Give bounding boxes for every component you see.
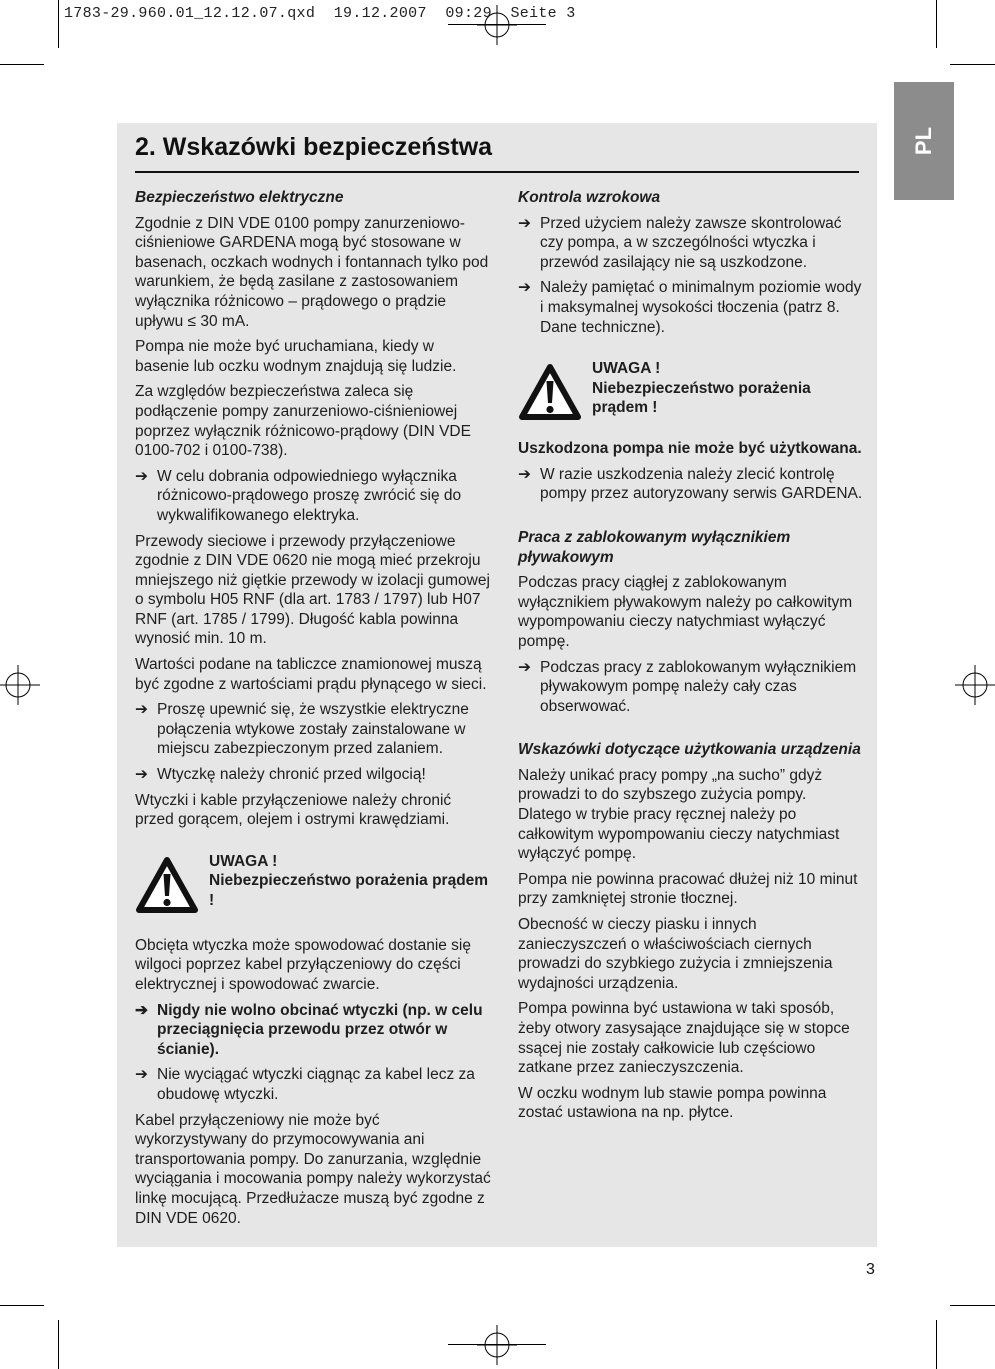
title-divider <box>135 171 859 173</box>
arrow-icon: ➔ <box>135 1001 148 1019</box>
warning-message: Niebezpieczeństwo porażenia prądem ! <box>592 379 811 417</box>
crop-mark <box>0 1305 44 1306</box>
language-code: PL <box>911 126 936 156</box>
paragraph: Zgodnie z DIN VDE 0100 pompy zanurzeniowo-ciśnieniowe GARDENA mogą być stosowane w basenach, oczkach wodnych i fontannach tylko pod warunkiem, że będą zasilane z zastosowaniem wyłącznika różnicowo – prądowego o prądzie upływu ≤ 30 mA. <box>135 214 489 330</box>
paragraph: Podczas pracy ciągłej z zablokowanym wyłącznikiem pływakowym należy po całkowitym wypompowaniu cieczy natychmiast wyłączyć pompę. <box>518 574 853 650</box>
bullet-item <box>135 1065 491 1104</box>
print-slug: 1783-29.960.01_12.12.07.qxd 19.12.2007 09:29 Seite 3 <box>64 5 576 22</box>
crop-mark <box>58 0 59 48</box>
bullet-item <box>518 214 863 273</box>
bullet-text: W razie uszkodzenia należy zlecić kontrolę pompy przez autoryzowany serwis GARDENA. <box>540 465 863 503</box>
bullet-text: Wtyczkę należy chronić przed wilgocią! <box>157 766 426 784</box>
bullet-text: Przed użyciem należy zawsze skontrolować czy pompa, a w szczególności wtyczka i przewód zasilający nie są uszkodzone. <box>540 214 842 271</box>
arrow-icon: ➔ <box>135 701 148 719</box>
crop-mark <box>936 1320 937 1369</box>
section-title: 2. Wskazówki bezpieczeństwa <box>135 133 493 161</box>
paragraph: Obcięta wtyczka może spowodować dostanie się wilgoci poprzez kabel przyłączeniowy do części elektrycznej i spowodować zwarcie. <box>135 936 471 993</box>
bullet-item <box>518 658 863 717</box>
paragraph: Pompa powinna być ustawiona w taki sposób, żeby otwory zasysające znajdujące się w stopce ssącej nie zostały całkowicie lub częściowo zatkane przez zanieczyszczenia. <box>518 1000 850 1077</box>
warning-box <box>135 852 491 914</box>
bullet-item <box>135 765 491 785</box>
paragraph: Pompa nie powinna pracować dłużej niż 10 minut przy zamkniętej stronie tłocznej. <box>518 870 858 908</box>
language-tab <box>894 82 954 200</box>
paragraph: W oczku wodnym lub stawie pompa powinna zostać ustawiona na np. płytce. <box>518 1084 827 1122</box>
bullet-text: Nie wyciągać wtyczki ciągnąc za kabel lecz za obudowę wtyczki. <box>157 1066 475 1103</box>
paragraph: Należy unikać pracy pompy „na sucho” gdyż prowadzi to do szybszego zużycia pompy. Dlatego w trybie pracy ręcznej należy po całkowitym wypompowaniu cieczy natychmiast wyłączyć pompę. <box>518 766 840 863</box>
paragraph: Obecność w cieczy piasku i innych zanieczyszczeń o właściwościach ciernych prowadzi do szybkiego zużycia i zmniejszenia wydajności urządzenia. <box>518 916 833 992</box>
crop-mark <box>936 0 937 48</box>
arrow-icon: ➔ <box>135 766 148 784</box>
warning-label: UWAGA ! <box>209 852 278 870</box>
paragraph: Za względów bezpieczeństwa zaleca się podłączenie pompy zanurzeniowo-ciśnieniowej poprzez wyłącznik różnicowo-prądowy (DIN VDE 0100-702 i 0100-738). <box>135 383 471 460</box>
crop-mark <box>0 64 44 65</box>
bullet-text: Podczas pracy z zablokowanym wyłącznikiem pływakowym pompę należy cały czas obserwować. <box>540 658 857 715</box>
registration-mark-icon <box>477 1325 517 1365</box>
warning-text <box>209 852 491 911</box>
crop-mark <box>58 1320 59 1369</box>
subheading: Bezpieczeństwo elektryczne <box>135 189 344 206</box>
warning-label: UWAGA ! <box>592 360 661 378</box>
bullet-item <box>518 278 863 337</box>
paragraph: Wtyczki i kable przyłączeniowe należy chronić przed gorącem, olejem i ostrymi krawędziami. <box>135 791 452 829</box>
right-column <box>518 188 863 1129</box>
bullet-item <box>518 465 863 504</box>
warning-message: Niebezpieczeństwo porażenia prądem ! <box>209 872 489 909</box>
paragraph: Przewody sieciowe i przewody przyłączeniowe zgodnie z DIN VDE 0620 nie mogą mieć przekroju mniejszego niż giętkie przewody w izolacji gumowej o symbolu H05 RNF (dla art. 1783 / 1797) lub H07 RNF (art. 1785 / 1799). Długość kabla powinna wynosić min. 10 m. <box>135 532 490 648</box>
crop-mark <box>950 64 995 65</box>
subheading: Wskazówki dotyczące użytkowania urządzenia <box>518 741 861 759</box>
paragraph: Wartości podane na tabliczce znamionowej muszą być zgodne z wartościami prądu płynącego w sieci. <box>135 656 487 693</box>
subheading: Praca z zablokowanym wyłącznikiem pływakowym <box>518 528 791 566</box>
subheading: Kontrola wzrokowa <box>518 189 661 206</box>
crop-mark <box>950 1305 995 1306</box>
bullet-text: Nigdy nie wolno obcinać wtyczki (np. w celu przeciągnięcia przewodu przez otwór w ścianie). <box>157 1001 483 1058</box>
warning-box <box>518 359 863 421</box>
bullet-item <box>135 467 491 526</box>
warning-triangle-icon <box>135 856 199 914</box>
bullet-item <box>135 1001 491 1060</box>
page-number: 3 <box>866 1261 875 1278</box>
registration-mark-icon <box>955 665 995 705</box>
arrow-icon: ➔ <box>135 467 148 485</box>
registration-mark-icon <box>0 665 40 705</box>
warning-triangle-icon <box>518 363 582 421</box>
warning-text <box>592 359 863 418</box>
arrow-icon: ➔ <box>518 465 531 483</box>
left-column <box>135 188 491 1234</box>
paragraph: Pompa nie może być uruchamiana, kiedy w basenie lub oczku wodnym znajdują się ludzie. <box>135 338 457 375</box>
bullet-text: Należy pamiętać o minimalnym poziomie wody i maksymalnej wysokości tłoczenia (patrz 8. Dane techniczne). <box>540 279 862 336</box>
arrow-icon: ➔ <box>135 1066 148 1084</box>
paragraph: Kabel przyłączeniowy nie może być wykorzystywany do przymocowywania ani transportowania pompy. Do zanurzania, względnie wyciągania i mocowania pompy należy wykorzystać linkę mocującą. Przedłużacze muszą być zgodne z DIN VDE 0620. <box>135 1111 491 1227</box>
bullet-text: Proszę upewnić się, że wszystkie elektryczne połączenia wtykowe zostały zainstalowane w miejscu zabezpieczonym przed zalaniem. <box>157 701 469 758</box>
bold-heading: Uszkodzona pompa nie może być użytkowana. <box>518 440 862 458</box>
arrow-icon: ➔ <box>518 279 531 297</box>
arrow-icon: ➔ <box>518 658 531 676</box>
bullet-item <box>135 700 491 759</box>
bullet-text: W celu dobrania odpowiedniego wyłącznika różnicowo-prądowego proszę zwrócić się do wykwalifikowanego elektryka. <box>157 467 462 524</box>
arrow-icon: ➔ <box>518 214 531 232</box>
